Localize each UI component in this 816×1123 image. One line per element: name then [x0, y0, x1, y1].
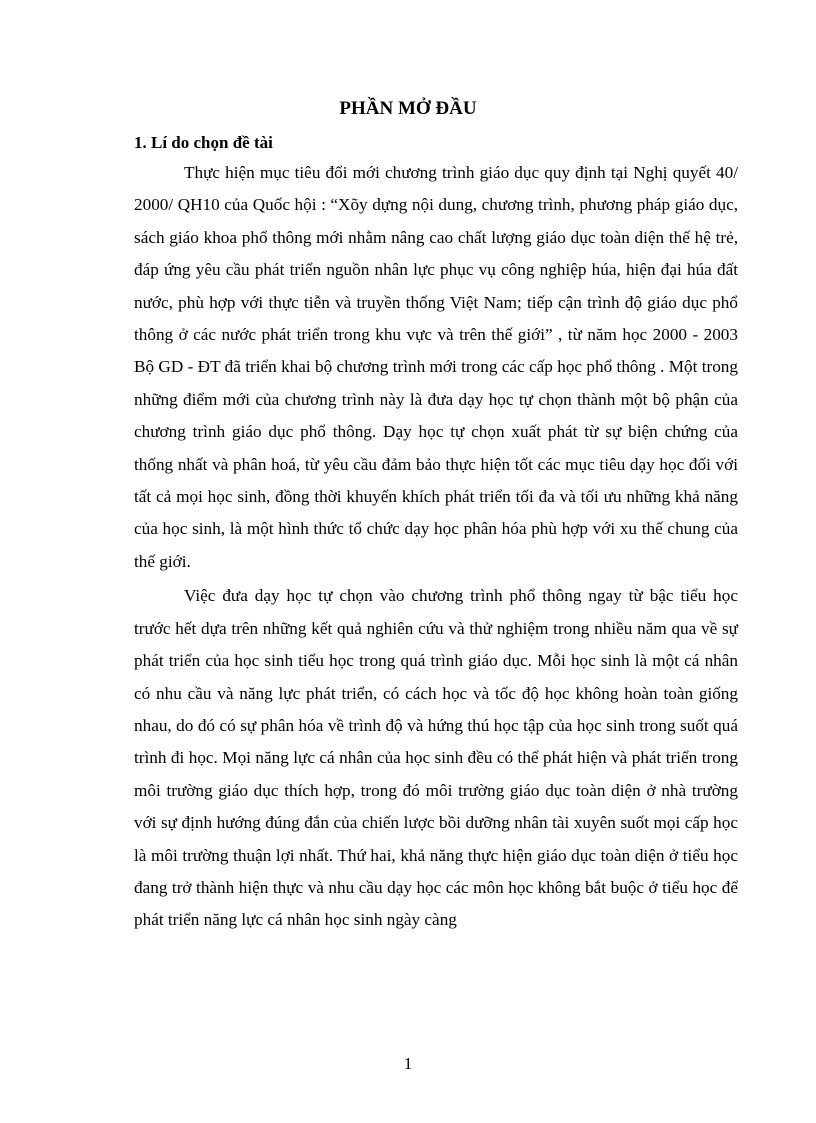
paragraph: Thực hiện mục tiêu đổi mới chương trình giáo dục quy định tại Nghị quyết 40/ 2000/ QH10 của Quốc hội : “Xõy dựng nội dung, chương trình, phương pháp giáo dục, sách giáo khoa phổ thông mới nhằm nâng cao chất lượng giáo dục toàn diện thế hệ trẻ, đáp ứng yêu cầu phát triển nguồn nhân lực phục vụ công nghiệp húa, hiện đại húa đất nước, phù hợp với thực tiễn và truyền thống Việt Nam; tiếp cận trình độ giáo dục phổ thông ở các nước phát triển trong khu vực và trên thế giới” , từ năm học 2000 - 2003 Bộ GD - ĐT đã triển khai bộ chương trình mới trong các cấp học phổ thông . Một trong những điểm mới của chương trình này là đưa dạy học tự chọn thành một bộ phận của chương trình giáo dục phổ thông. Dạy học tự chọn xuất phát từ sự biện chứng của thống nhất và phân hoá, từ yêu cầu đảm bảo thực hiện tốt các mục tiêu dạy học đối với tất cả mọi học sinh, đồng thời khuyến khích phát triển tối đa và tối ưu những khả năng của học sinh, là một hình thức tổ chức dạy học phân hóa phù hợp với xu thế chung của thế giới.: [134, 163, 738, 571]
page-title: PHẦN MỞ ĐẦU: [339, 98, 477, 119]
page-number: 1: [403, 1054, 413, 1073]
section-heading: 1. Lí do chọn đề tài: [134, 133, 273, 152]
paragraph: Việc đưa dạy học tự chọn vào chương trình phổ thông ngay từ bậc tiểu học trước hết dựa trên những kết quả nghiên cứu và thử nghiệm trong nhiều năm qua về sự phát triển của học sinh tiểu học trong quá trình giáo dục. Mỗi học sinh là một cá nhân có nhu cầu và năng lực phát triển, có cách học và tốc độ học không hoàn toàn giống nhau, do đó có sự phân hóa về trình độ và hứng thú học tập của học sinh trong suốt quá trình đi học. Mọi năng lực cá nhân của học sinh đều có thể phát hiện và phát triển trong môi trường giáo dục thích hợp, trong đó môi trường giáo dục toàn diện ở nhà trường với sự định hướng đúng đắn của chiến lược bồi dưỡng nhân tài xuyên suốt mọi cấp học là môi trường thuận lợi nhất. Thứ hai, khả năng thực hiện giáo dục toàn diện ở tiểu học đang trở thành hiện thực và nhu cầu dạy học các môn học không bắt buộc ở tiểu học để phát triển năng lực cá nhân học sinh ngày càng: [134, 586, 738, 930]
body-text: [134, 157, 738, 937]
